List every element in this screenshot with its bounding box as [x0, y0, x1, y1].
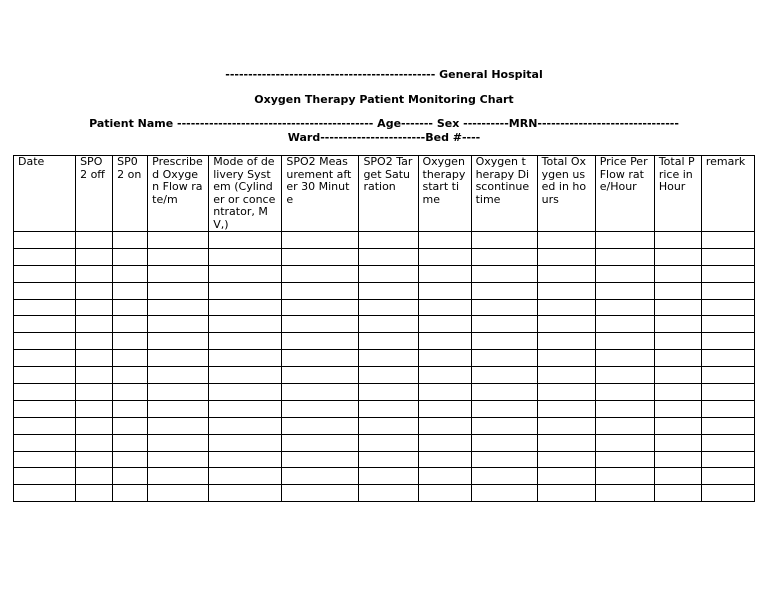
table-cell[interactable] [537, 265, 595, 282]
table-cell[interactable] [14, 451, 76, 468]
table-cell[interactable] [209, 232, 282, 249]
table-cell[interactable] [418, 451, 471, 468]
patient-info-line: Patient Name ------------------------------------------- Age------- Sex ----------MRN------------------------------- [89, 117, 679, 130]
table-cell[interactable] [76, 299, 113, 316]
table-cell[interactable] [148, 468, 209, 485]
table-cell[interactable] [359, 367, 418, 384]
table-row [14, 316, 755, 333]
table-cell[interactable] [209, 316, 282, 333]
table-cell[interactable] [14, 265, 76, 282]
table-row [14, 232, 755, 249]
table-cell[interactable] [654, 400, 701, 417]
table-cell[interactable] [113, 485, 148, 502]
table-cell[interactable] [282, 485, 359, 502]
table-row [14, 451, 755, 468]
col-header-total-hours: Total Oxygen used in hours [537, 156, 595, 232]
table-cell[interactable] [282, 417, 359, 434]
table-cell[interactable] [76, 384, 113, 401]
table-cell[interactable] [537, 384, 595, 401]
table-cell[interactable] [209, 400, 282, 417]
table-cell[interactable] [209, 485, 282, 502]
table-cell[interactable] [701, 299, 754, 316]
table-cell[interactable] [148, 299, 209, 316]
table-cell[interactable] [701, 282, 754, 299]
col-header-spo2-on: SP0 2 on [113, 156, 148, 232]
table-cell[interactable] [595, 316, 654, 333]
ward-bed-line: Ward-----------------------Bed #---- [287, 131, 481, 144]
table-cell[interactable] [654, 350, 701, 367]
table-row [14, 299, 755, 316]
table-cell[interactable] [148, 282, 209, 299]
table-cell[interactable] [113, 468, 148, 485]
table-cell[interactable] [14, 333, 76, 350]
table-cell[interactable] [282, 384, 359, 401]
table-cell[interactable] [76, 333, 113, 350]
table-cell[interactable] [595, 485, 654, 502]
table-cell[interactable] [654, 316, 701, 333]
table-cell[interactable] [76, 400, 113, 417]
col-header-spo2-off: SPO 2 off [76, 156, 113, 232]
table-cell[interactable] [359, 248, 418, 265]
table-cell[interactable] [701, 232, 754, 249]
table-cell[interactable] [282, 367, 359, 384]
table-cell[interactable] [471, 400, 537, 417]
table-cell[interactable] [282, 350, 359, 367]
col-header-delivery-mode: Mode of delivery System (Cylinder or concentrator, MV,) [209, 156, 282, 232]
table-cell[interactable] [113, 417, 148, 434]
table-cell[interactable] [113, 282, 148, 299]
col-header-prescribed-flow: Prescribed Oxygen Flow rate/m [148, 156, 209, 232]
col-header-discontinue-time: Oxygen therapy Discontinue time [471, 156, 537, 232]
table-cell[interactable] [76, 417, 113, 434]
table-cell[interactable] [471, 485, 537, 502]
table-cell[interactable] [537, 350, 595, 367]
table-cell[interactable] [701, 468, 754, 485]
table-row [14, 384, 755, 401]
table-cell[interactable] [654, 299, 701, 316]
table-cell[interactable] [471, 451, 537, 468]
table-cell[interactable] [418, 248, 471, 265]
table-cell[interactable] [537, 434, 595, 451]
table-cell[interactable] [359, 316, 418, 333]
table-row [14, 468, 755, 485]
table-cell[interactable] [76, 451, 113, 468]
table-cell[interactable] [282, 400, 359, 417]
table-cell[interactable] [654, 367, 701, 384]
table-cell[interactable] [418, 333, 471, 350]
table-cell[interactable] [537, 316, 595, 333]
table-cell[interactable] [359, 265, 418, 282]
table-cell[interactable] [537, 468, 595, 485]
table-cell[interactable] [76, 367, 113, 384]
table-cell[interactable] [359, 384, 418, 401]
table-cell[interactable] [209, 282, 282, 299]
table-cell[interactable] [418, 485, 471, 502]
col-header-spo2-30min: SPO2 Measurement after 30 Minute [282, 156, 359, 232]
table-cell[interactable] [359, 333, 418, 350]
table-row [14, 248, 755, 265]
table-cell[interactable] [418, 316, 471, 333]
table-cell[interactable] [359, 400, 418, 417]
table-cell[interactable] [209, 248, 282, 265]
table-cell[interactable] [701, 248, 754, 265]
table-cell[interactable] [14, 299, 76, 316]
table-cell[interactable] [209, 333, 282, 350]
table-cell[interactable] [209, 367, 282, 384]
table-cell[interactable] [359, 417, 418, 434]
table-cell[interactable] [654, 333, 701, 350]
table-cell[interactable] [701, 316, 754, 333]
table-cell[interactable] [209, 265, 282, 282]
table-cell[interactable] [209, 468, 282, 485]
col-header-start-time: Oxygen therapy start time [418, 156, 471, 232]
table-cell[interactable] [148, 400, 209, 417]
table-cell[interactable] [701, 333, 754, 350]
col-header-total-price: Total Price in Hour [654, 156, 701, 232]
table-cell[interactable] [148, 350, 209, 367]
table-cell[interactable] [701, 367, 754, 384]
table-cell[interactable] [471, 434, 537, 451]
table-row [14, 400, 755, 417]
table-cell[interactable] [654, 434, 701, 451]
table-cell[interactable] [14, 367, 76, 384]
table-cell[interactable] [654, 232, 701, 249]
table-cell[interactable] [148, 265, 209, 282]
table-cell[interactable] [14, 282, 76, 299]
table-cell[interactable] [148, 434, 209, 451]
table-cell[interactable] [14, 232, 76, 249]
table-cell[interactable] [595, 367, 654, 384]
col-header-date: Date [14, 156, 76, 232]
table-cell[interactable] [595, 451, 654, 468]
table-cell[interactable] [595, 417, 654, 434]
table-cell[interactable] [595, 265, 654, 282]
table-cell[interactable] [148, 333, 209, 350]
table-cell[interactable] [595, 333, 654, 350]
table-cell[interactable] [537, 248, 595, 265]
table-cell[interactable] [595, 282, 654, 299]
table-cell[interactable] [537, 485, 595, 502]
table-cell[interactable] [595, 468, 654, 485]
table-cell[interactable] [113, 333, 148, 350]
table-row [14, 417, 755, 434]
table-cell[interactable] [418, 282, 471, 299]
table-cell[interactable] [14, 485, 76, 502]
table-cell[interactable] [471, 316, 537, 333]
table-row [14, 434, 755, 451]
table-cell[interactable] [148, 384, 209, 401]
table-cell[interactable] [76, 316, 113, 333]
table-cell[interactable] [76, 232, 113, 249]
hospital-name-line: ---------------------------------------------- General Hospital [225, 68, 543, 81]
table-cell[interactable] [14, 468, 76, 485]
table-cell[interactable] [148, 485, 209, 502]
table-cell[interactable] [148, 451, 209, 468]
table-cell[interactable] [471, 265, 537, 282]
table-cell[interactable] [595, 248, 654, 265]
table-cell[interactable] [654, 248, 701, 265]
table-cell[interactable] [113, 248, 148, 265]
table-cell[interactable] [282, 265, 359, 282]
table-cell[interactable] [537, 333, 595, 350]
table-row [14, 282, 755, 299]
col-header-remark: remark [701, 156, 754, 232]
table-cell[interactable] [14, 384, 76, 401]
table-cell[interactable] [471, 299, 537, 316]
table-cell[interactable] [537, 451, 595, 468]
table-cell[interactable] [537, 282, 595, 299]
table-cell[interactable] [471, 384, 537, 401]
table-cell[interactable] [282, 468, 359, 485]
table-cell[interactable] [113, 232, 148, 249]
table-cell[interactable] [418, 400, 471, 417]
table-cell[interactable] [359, 232, 418, 249]
table-cell[interactable] [209, 299, 282, 316]
monitoring-table [13, 155, 755, 502]
table-cell[interactable] [537, 299, 595, 316]
table-cell[interactable] [595, 350, 654, 367]
table-cell[interactable] [113, 299, 148, 316]
table-cell[interactable] [359, 299, 418, 316]
table-cell[interactable] [471, 417, 537, 434]
table-cell[interactable] [418, 417, 471, 434]
table-cell[interactable] [595, 400, 654, 417]
table-cell[interactable] [595, 299, 654, 316]
table-cell[interactable] [595, 232, 654, 249]
table-cell[interactable] [418, 367, 471, 384]
table-cell[interactable] [701, 400, 754, 417]
table-cell[interactable] [76, 282, 113, 299]
table-cell[interactable] [148, 417, 209, 434]
table-cell[interactable] [537, 417, 595, 434]
table-cell[interactable] [113, 451, 148, 468]
table-cell[interactable] [654, 384, 701, 401]
table-cell[interactable] [654, 265, 701, 282]
table-cell[interactable] [471, 232, 537, 249]
table-cell[interactable] [418, 232, 471, 249]
table-cell[interactable] [14, 248, 76, 265]
table-cell[interactable] [148, 248, 209, 265]
table-row [14, 367, 755, 384]
table-cell[interactable] [701, 350, 754, 367]
table-cell[interactable] [654, 451, 701, 468]
table-cell[interactable] [76, 468, 113, 485]
table-cell[interactable] [471, 350, 537, 367]
table-cell[interactable] [418, 265, 471, 282]
table-cell[interactable] [76, 248, 113, 265]
table-cell[interactable] [418, 468, 471, 485]
table-cell[interactable] [282, 299, 359, 316]
table-cell[interactable] [359, 282, 418, 299]
table-row [14, 265, 755, 282]
table-cell[interactable] [76, 434, 113, 451]
table-cell[interactable] [701, 451, 754, 468]
table-cell[interactable] [418, 350, 471, 367]
table-cell[interactable] [359, 434, 418, 451]
table-cell[interactable] [701, 384, 754, 401]
table-cell[interactable] [209, 417, 282, 434]
table-cell[interactable] [148, 367, 209, 384]
table-cell[interactable] [14, 400, 76, 417]
table-cell[interactable] [14, 316, 76, 333]
table-cell[interactable] [418, 434, 471, 451]
table-cell[interactable] [359, 468, 418, 485]
table-cell[interactable] [113, 367, 148, 384]
table-cell[interactable] [148, 232, 209, 249]
table-cell[interactable] [595, 434, 654, 451]
table-cell[interactable] [418, 384, 471, 401]
table-cell[interactable] [282, 333, 359, 350]
table-cell[interactable] [471, 282, 537, 299]
table-cell[interactable] [209, 350, 282, 367]
table-cell[interactable] [282, 434, 359, 451]
table-cell[interactable] [282, 232, 359, 249]
table-cell[interactable] [359, 485, 418, 502]
table-cell[interactable] [471, 333, 537, 350]
table-row [14, 350, 755, 367]
table-cell[interactable] [209, 451, 282, 468]
table-cell[interactable] [113, 434, 148, 451]
table-cell[interactable] [701, 417, 754, 434]
table-cell[interactable] [282, 248, 359, 265]
table-cell[interactable] [76, 265, 113, 282]
table-cell[interactable] [701, 485, 754, 502]
chart-title: Oxygen Therapy Patient Monitoring Chart [254, 93, 514, 106]
table-cell[interactable] [537, 367, 595, 384]
table-cell[interactable] [209, 434, 282, 451]
table-cell[interactable] [418, 299, 471, 316]
table-row [14, 333, 755, 350]
table-cell[interactable] [654, 417, 701, 434]
table-cell[interactable] [654, 282, 701, 299]
table-cell[interactable] [14, 434, 76, 451]
table-cell[interactable] [537, 400, 595, 417]
table-cell[interactable] [148, 316, 209, 333]
table-cell[interactable] [76, 350, 113, 367]
table-cell[interactable] [282, 451, 359, 468]
table-cell[interactable] [76, 485, 113, 502]
table-cell[interactable] [654, 485, 701, 502]
table-header-row [14, 156, 755, 232]
table-row [14, 485, 755, 502]
table-cell[interactable] [282, 316, 359, 333]
table-cell[interactable] [14, 417, 76, 434]
table-cell[interactable] [471, 468, 537, 485]
table-cell[interactable] [113, 384, 148, 401]
table-cell[interactable] [595, 384, 654, 401]
table-cell[interactable] [471, 248, 537, 265]
table-cell[interactable] [14, 350, 76, 367]
table-cell[interactable] [537, 232, 595, 249]
table-cell[interactable] [113, 350, 148, 367]
table-cell[interactable] [359, 350, 418, 367]
table-cell[interactable] [701, 434, 754, 451]
table-cell[interactable] [282, 282, 359, 299]
table-cell[interactable] [654, 468, 701, 485]
table-cell[interactable] [113, 400, 148, 417]
table-cell[interactable] [359, 451, 418, 468]
col-header-price-per-flow: Price Per Flow rate/Hour [595, 156, 654, 232]
table-cell[interactable] [701, 265, 754, 282]
table-cell[interactable] [209, 384, 282, 401]
col-header-spo2-target: SPO2 Target Saturation [359, 156, 418, 232]
table-cell[interactable] [113, 265, 148, 282]
table-cell[interactable] [113, 316, 148, 333]
table-cell[interactable] [471, 367, 537, 384]
